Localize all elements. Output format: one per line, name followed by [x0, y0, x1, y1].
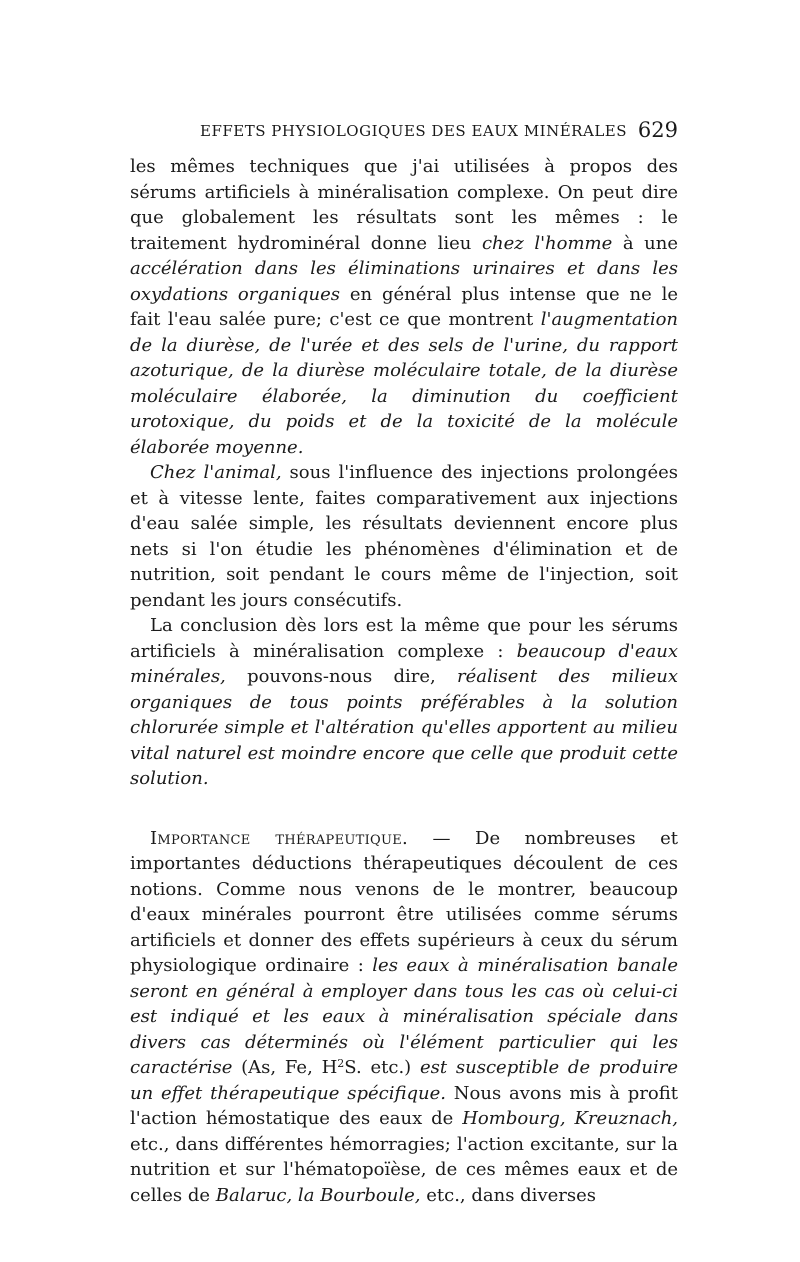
italic-run: Hombourg, Kreuznach, [462, 1108, 679, 1129]
italic-run: l'augmentation de la diurèse, de l'urée et des sels de l'urine, du rapport azoturique, de la diurèse moléculaire totale, de la diurèse moléculaire élaborée, la diminution du coefficient urotoxique, du poids et de la toxicité de la molécule élaborée moyenne. [130, 309, 678, 458]
italic-run: accélération dans les éliminations urinaires et dans les oxydations organiques [130, 258, 678, 305]
paragraph-therapeutic-importance [130, 826, 678, 1209]
text-run: pouvons-nous dire, [225, 666, 458, 687]
paragraph-conclusion [130, 613, 678, 792]
text-run: à une [612, 232, 678, 254]
text-run: S. etc.) [344, 1057, 420, 1078]
paragraph-results-summary [130, 154, 678, 460]
italic-run: chez l'homme [481, 232, 613, 254]
text-run: (As, Fe, H [232, 1057, 338, 1078]
running-title: EFFETS PHYSIOLOGIQUES DES EAUX MINÉRALES [200, 122, 627, 140]
text-run: etc., dans différentes hémorragies; l'action excitante, sur la nutrition et sur l'hématopoïèse, de ces mêmes eaux et de celles de [130, 1133, 678, 1206]
text-run: sous l'influence des injections prolongées et à vitesse lente, faites comparativement aux injections d'eau salée simple, les résultats deviennent encore plus nets si l'on étudie les phénomènes d'élimination et de nutrition, soit pendant le cours même de l'injection, soit pendant les jours consécutifs. [130, 462, 678, 611]
italic-run: les eaux à minéralisation banale seront en général à employer dans tous les cas où celui-ci est indiqué et les eaux à minéralisation spéciale dans divers cas déterminés où l'élément particulier qui les caractérise [130, 955, 678, 1078]
italic-run: Balaruc, la Bourboule, [215, 1184, 421, 1206]
text-run: Nous avons mis à profit l'action hémostatique des eaux de [130, 1082, 678, 1129]
italic-run: beaucoup d'eaux minérales, [130, 640, 678, 687]
running-head [130, 118, 678, 146]
text-run: en général plus intense que ne le fait l'eau salée pure; c'est ce que montrent [130, 283, 678, 330]
superscript: 2 [337, 1057, 345, 1070]
text-run: La conclusion dès lors est la même que pour les sérums artificiels à minéralisation complexe : [130, 615, 678, 662]
italic-run: Chez l'animal, [150, 462, 282, 483]
section-heading: Importance thérapeutique. [150, 827, 409, 849]
text-run: etc., dans diverses [420, 1184, 596, 1206]
page-number: 629 [637, 118, 678, 142]
italic-run: est susceptible de produire un effet thérapeutique spécifique. [130, 1057, 678, 1104]
body-text [130, 154, 678, 1208]
paragraph-animal-results [130, 460, 678, 613]
text-run: — De nombreuses et importantes déductions thérapeutiques découlent de ces notions. Comme nous venons de le montrer, beaucoup d'eaux minérales pourront être utilisées comme sérums artificiels et donner des effets supérieurs à ceux du sérum physiologique ordinaire : [130, 827, 679, 976]
italic-run: réalisent des milieux organiques de tous points préférables à la solution chlorurée simple et l'altération qu'elles apportent au milieu vital naturel est moindre encore que celle que produit cette solution. [130, 666, 678, 789]
text-run: les mêmes techniques que j'ai utilisées à propos des sérums artificiels à minéralisation complexe. On peut dire que globalement les résultats sont les mêmes : le traitement hydrominéral donne lieu [130, 156, 678, 254]
